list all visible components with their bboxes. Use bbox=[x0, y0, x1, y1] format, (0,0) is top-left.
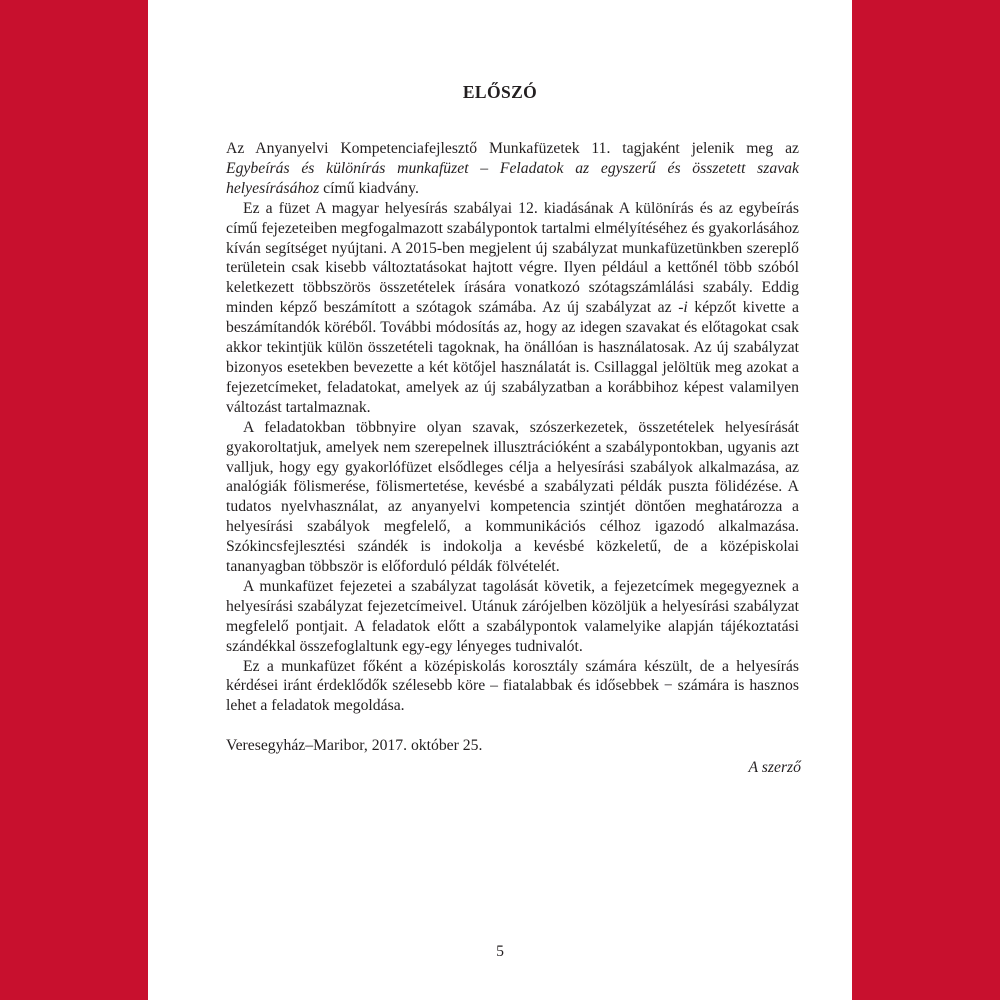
text-run: A feladatokban többnyire olyan szavak, szószerkezetek, összetételek helyesírását gyakoroltatjuk, amelyek nem szerepelnek illusztrációként a szabálypontokban, ugyanis azt valljuk, hogy egy gyakorlófüzet elsődleges célja a helyesírási szabályok alkalmazása, az analógiák fölismerése, fölismertetése, kevésbé a szabályzati példák puszta fölidézése. A tudatos nyelvhasználat, az anyanyelvi kompetencia szintjét döntően meghatározza a helyesírási szabályok megfelelő, a kommunikációs célhoz igazodó alkalmazása. Szókincsfejlesztési szándék is indokolja a kevésbé közkeletű, de a középiskolai tananyagban többször is előforduló példák fölvételét. bbox=[226, 418, 799, 576]
text-run-italic: -i bbox=[678, 299, 688, 317]
text-run: Az Anyanyelvi Kompetenciafejlesztő Munkafüzetek 11. tagjaként jelenik meg az bbox=[226, 140, 799, 157]
text-run-italic: Egybeírás és különírás munkafüzet – Feladatok az egyszerű és összetett szavak helyesírásához bbox=[226, 159, 799, 197]
paragraph bbox=[226, 657, 799, 717]
text-run: A munkafüzet fejezetei a szabályzat tagolását követik, a fejezetcímek megegyeznek a helyesírási szabályzat fejezetcímeivel. Utánuk zárójelben közöljük a helyesírási szabályzat megfelelő pontjait. A feladatok előtt a szabálypontok valamelyike alapján tájékoztatási szándékkal összefoglaltunk egy-egy lényeges tudnivalót. bbox=[226, 577, 799, 655]
text-run: Ez a füzet A magyar helyesírás szabályai 12. kiadásának A különírás és az egybeírás című fejezeteiben megfogalmazott szabálypontok tartalmi elmélyítéséhez és gyakorlásához kíván segítséget nyújtani. A 2015-ben megjelent új szabályzat munkafüzetünkben szereplő területein csak kisebb változtatásokat hajtott végre. Ilyen például a kettőnél több szóból keletkezett többszörös összetételek írására vonatkozó szótagszámlálási szabály. Eddig minden képző beszámított a szótagok számába. Az új szabályzat az bbox=[226, 199, 799, 317]
text-run: című kiadvány. bbox=[319, 179, 419, 197]
page-title: ELŐSZÓ bbox=[462, 82, 538, 102]
text-run: képzőt kivette a beszámítandók köréből. További módosítás az, hogy az idegen szavakat és előtagokat csak akkor tekintjük külön összetételi tagoknak, ha önállóan is használatosak. Az új szabályzat bizonyos esetekben bevezette a két kötőjel használatát is. Csillaggal jelöltük meg azokat a fejezetcímeket, feladatokat, amelyek az új szabályzatban a korábbihoz képest valamilyen változást tartalmaznak. bbox=[226, 299, 799, 416]
author-signature: A szerző bbox=[748, 759, 801, 776]
text-run: Ez a munkafüzet főként a középiskolás korosztály számára készült, de a helyesírás kérdései iránt érdeklődők szélesebb köre – fiatalabbak és idősebbek − számára is hasznos lehet a feladatok megoldása. bbox=[226, 657, 799, 715]
document-page bbox=[148, 0, 852, 1000]
paragraph bbox=[226, 418, 799, 577]
page-number: 5 bbox=[496, 943, 504, 960]
paragraph bbox=[226, 199, 799, 418]
paragraph bbox=[226, 577, 799, 657]
place-date: Veresegyház–Maribor, 2017. október 25. bbox=[226, 737, 483, 754]
body-text bbox=[226, 139, 799, 716]
paragraph bbox=[226, 139, 799, 199]
